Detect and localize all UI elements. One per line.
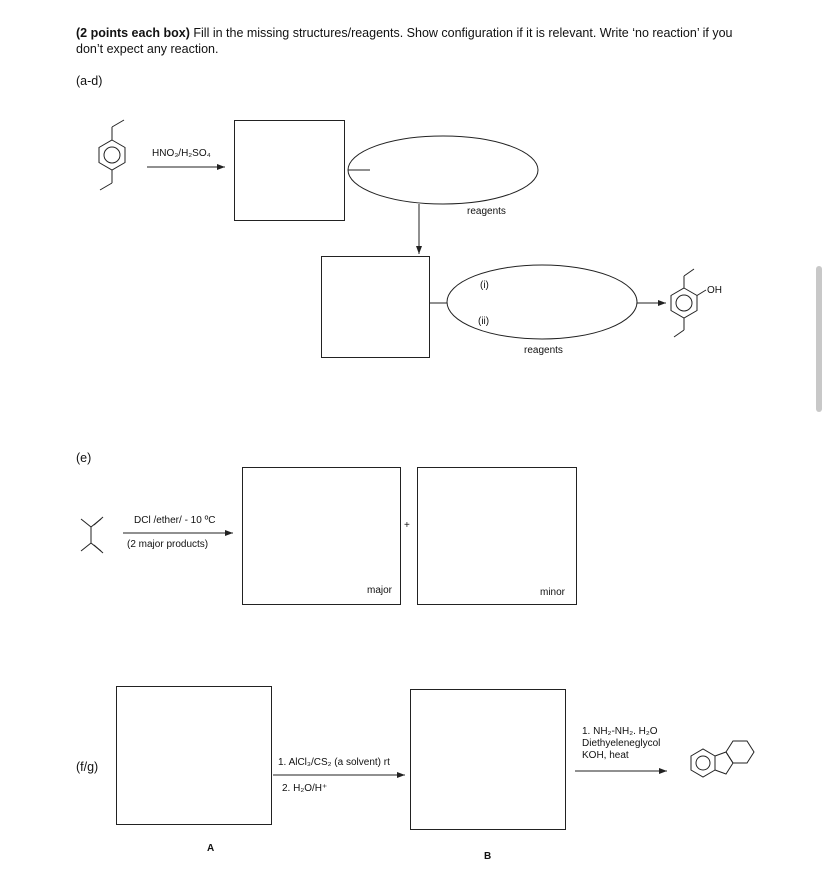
answer-box-a[interactable] bbox=[234, 120, 345, 221]
hydroxyl-label: OH bbox=[707, 285, 722, 296]
wolff-kishner-conditions bbox=[582, 726, 660, 762]
step-ii-label[interactable]: (ii) bbox=[478, 316, 490, 327]
answer-box-B[interactable] bbox=[410, 689, 566, 830]
diethylphenol-structure bbox=[671, 269, 706, 337]
tricyclic-product-structure bbox=[691, 741, 754, 777]
answer-box-A[interactable] bbox=[116, 686, 272, 825]
answer-box-minor[interactable] bbox=[417, 467, 577, 605]
reagents-label-2: reagents bbox=[524, 345, 563, 356]
step-i-label[interactable]: (i) bbox=[480, 280, 489, 291]
wk-line-2: Diethyeleneglycol bbox=[582, 738, 661, 749]
instructions-text: Fill in the missing structures/reagents. Show configuration if it is relevant. Write ‘no reaction’ if you don’t expect any reaction. bbox=[76, 26, 733, 56]
two-products-note: (2 major products) bbox=[127, 539, 209, 550]
reagent-nitration: HNO₃/H₂SO₄ bbox=[152, 148, 211, 159]
instructions-bold: (2 points each box) bbox=[76, 26, 190, 40]
major-label: major bbox=[367, 585, 393, 596]
reagents-ellipse-1 bbox=[348, 136, 538, 204]
wk-line-1: 1. NH₂-NH₂. H₂O bbox=[582, 726, 658, 737]
wk-line-3: KOH, heat bbox=[582, 750, 629, 761]
diene-structure bbox=[81, 517, 103, 553]
section-label-ad: (a-d) bbox=[76, 74, 103, 88]
answer-box-c[interactable] bbox=[321, 256, 430, 358]
plus-sign: + bbox=[404, 520, 410, 531]
section-label-fg: (f/g) bbox=[76, 760, 99, 774]
box-B-label: B bbox=[484, 851, 492, 862]
friedel-crafts-step1: 1. AlCl₃/CS₂ (a solvent) rt bbox=[278, 757, 390, 768]
diethylbenzene-structure bbox=[99, 120, 125, 190]
reagents-ellipse-2 bbox=[447, 265, 637, 339]
reagents-label-1: reagents bbox=[467, 206, 506, 217]
section-label-e: (e) bbox=[76, 451, 92, 465]
minor-label: minor bbox=[540, 587, 566, 598]
box-A-label: A bbox=[207, 843, 215, 854]
dcl-conditions: DCl /ether/ - 10 ºC bbox=[134, 515, 216, 526]
vertical-scrollbar[interactable] bbox=[816, 266, 822, 412]
friedel-crafts-step2: 2. H₂O/H⁺ bbox=[282, 783, 328, 794]
